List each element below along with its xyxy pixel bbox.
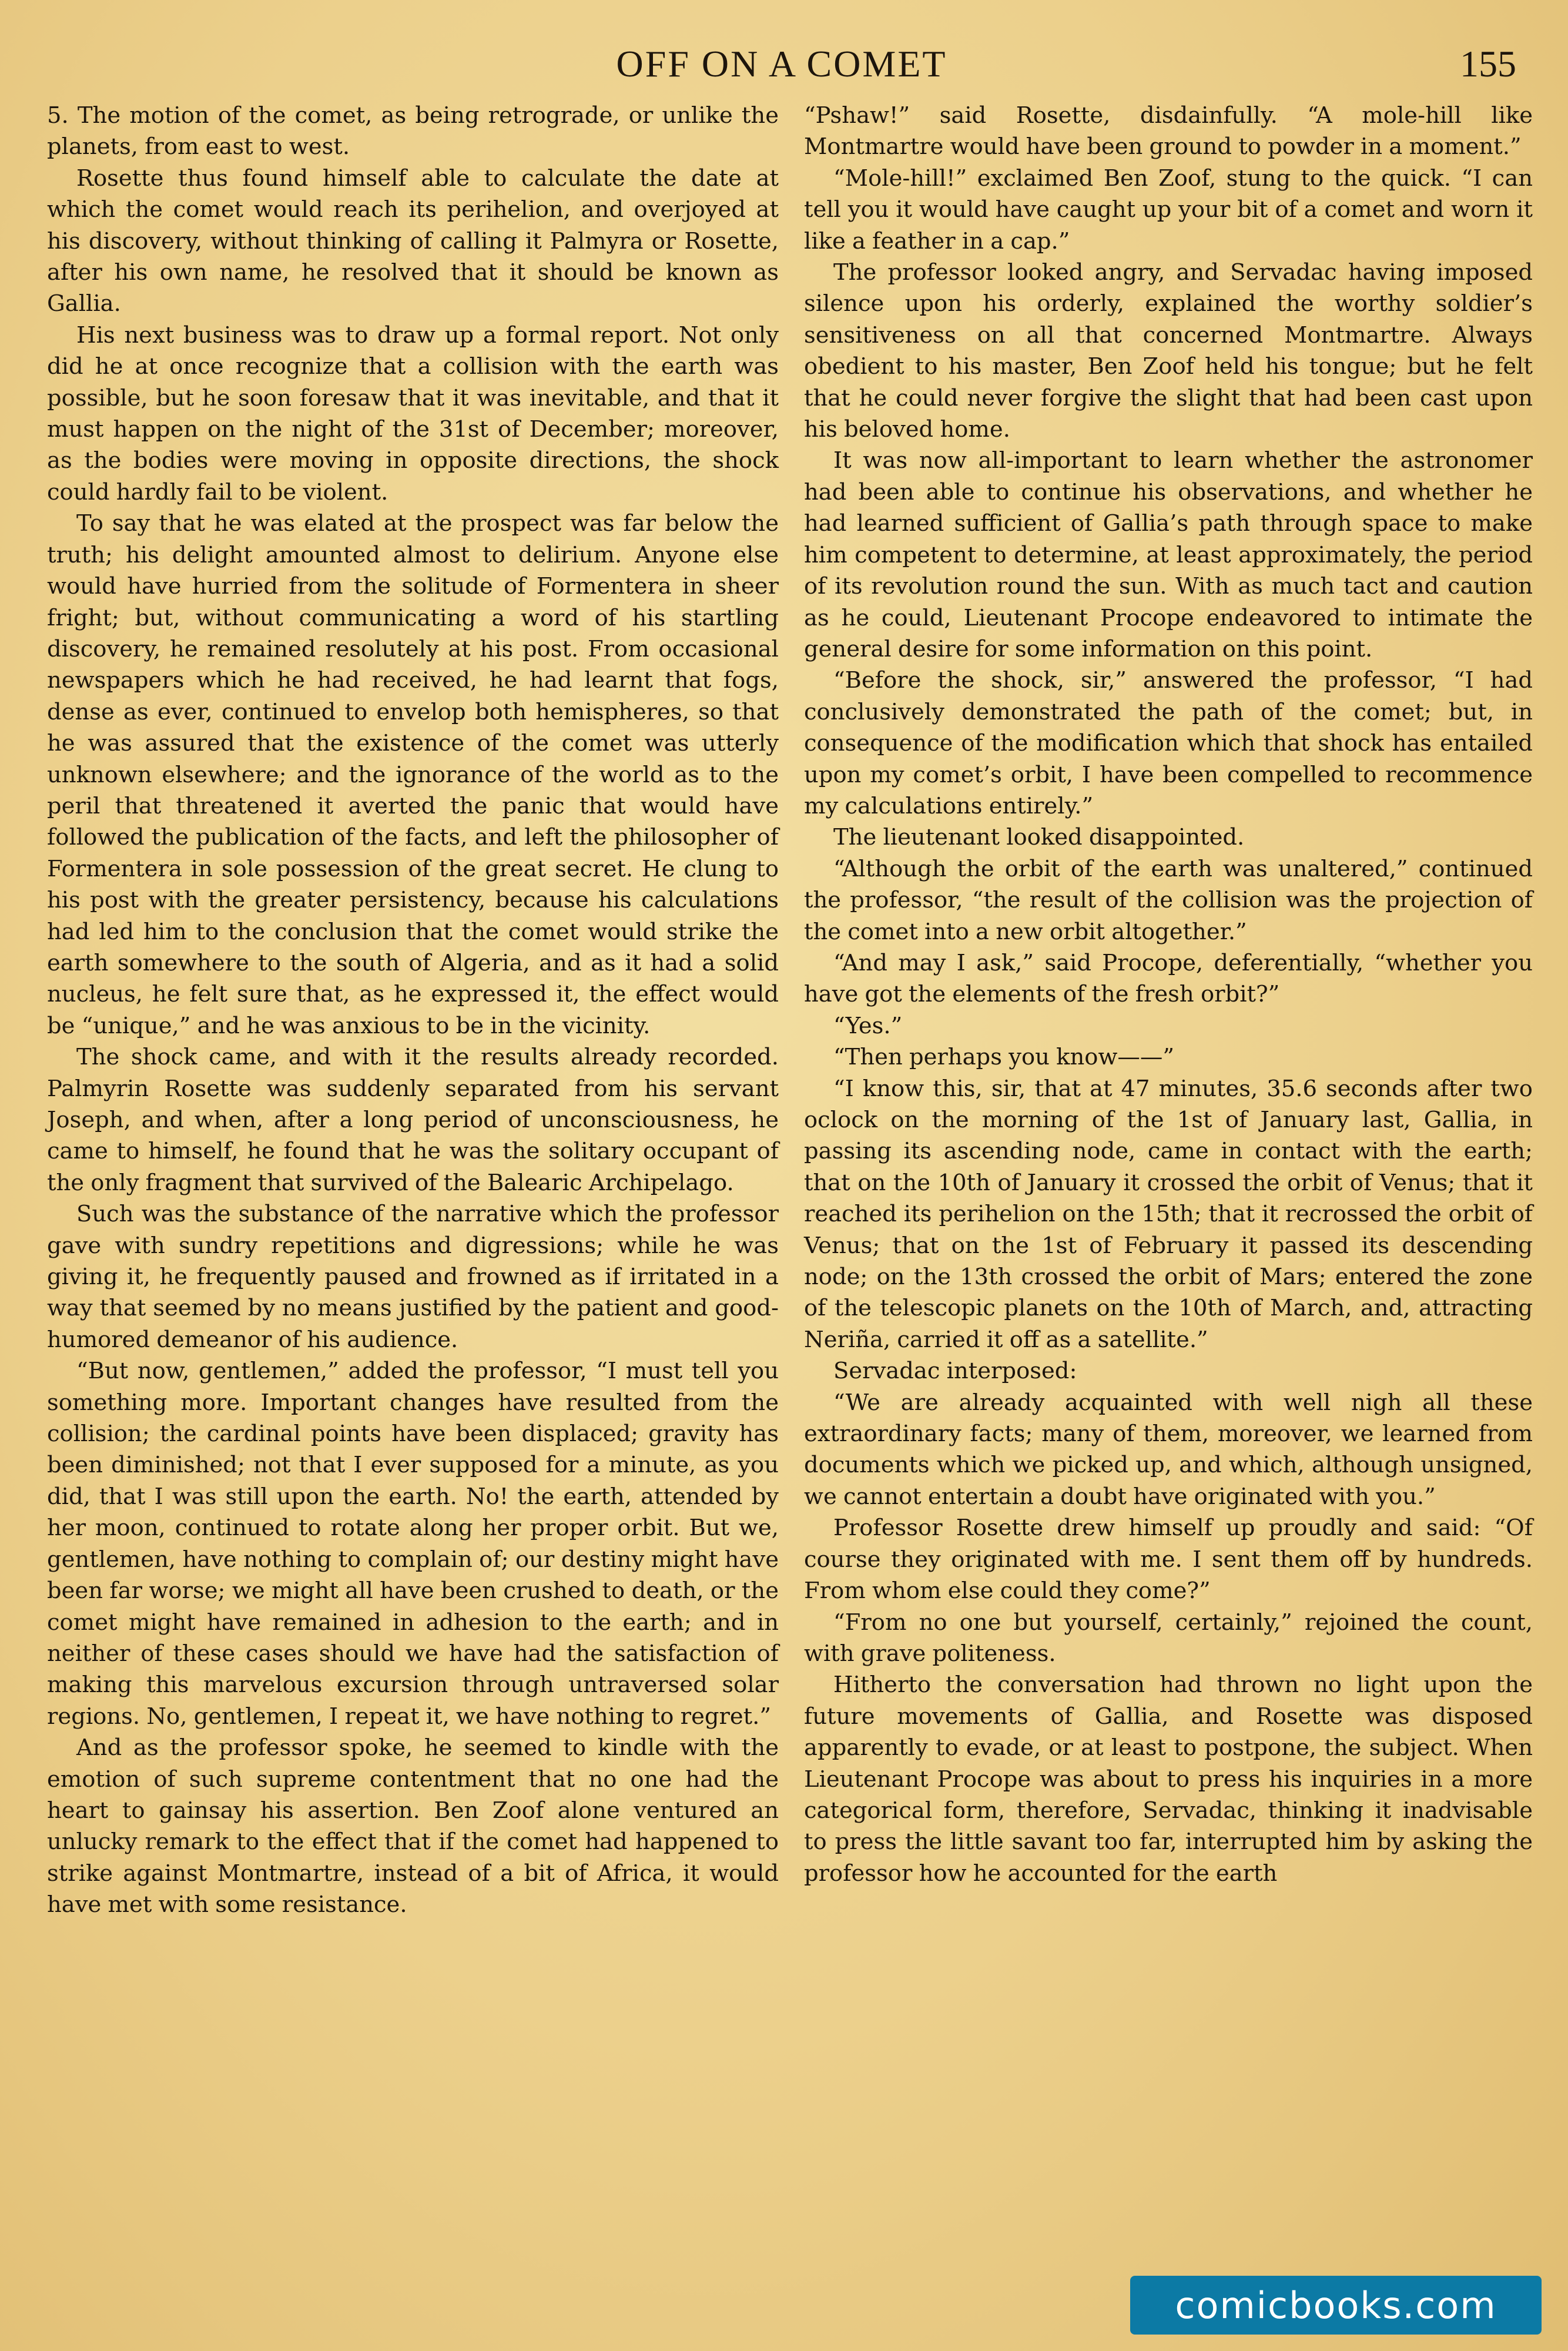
paragraph: “Then perhaps you know——” <box>833 1044 1175 1071</box>
paragraph: “I know this, sir, that at 47 minutes, 35.6 seconds after two oclock on the morning of the 1st of January last, Gallia, in passing its ascending node, came in contact with the earth; that on the 10th of January it crossed the orbit of Venus; that it reached its perihelion on the 15th; that it recrossed the orbit of Venus; that on the 1st of February it passed its descending node; on the 13th crossed the orbit of Mars; entered the zone of the telescopic planets on the 10th of March, and, attracting Neriña, carried it off as a satellite.” <box>804 1075 1533 1353</box>
paragraph: “Mole-hill!” exclaimed Ben Zoof, stung to the quick. “I can tell you it would have caught up your bit of a comet and worn it like a feather in a cap.” <box>804 165 1533 254</box>
paragraph: “Before the shock, sir,” answered the professor, “I had conclusively demonstrated the path of the comet; but, in consequence of the modification which that shock has entailed upon my comet’s orbit, I have been compelled to recommence my calculations entirely.” <box>804 667 1533 819</box>
paragraph: Servadac interposed: <box>833 1358 1077 1385</box>
paragraph: “Yes.” <box>833 1012 903 1039</box>
page-header <box>35 42 1528 95</box>
paragraph: Such was the substance of the narrative which the professor gave with sundry repetitions and digressions; while he was giving it, he frequently paused and frowned as if irritated in a way that seemed by no means justified by the patient and good-humored demeanor of his audience. <box>47 1201 779 1353</box>
paragraph: “Pshaw!” said Rosette, disdainfully. “A mole-hill like Montmartre would have been ground to powder in a moment.” <box>804 102 1533 160</box>
paragraph: The professor looked angry, and Servadac having imposed silence upon his orderly, explained the worthy soldier’s sensitiveness on all that concerned Montmartre. Always obedient to his master, Ben Zoof held his tongue; but he felt that he could never forgive the slight that had been cast upon his beloved home. <box>804 259 1533 443</box>
paragraph: “We are already acquainted with well nigh all these extraordinary facts; many of them, moreover, we learned from documents which we picked up, and which, although unsigned, we cannot entertain a doubt have originated with you.” <box>804 1389 1533 1510</box>
watermark-badge <box>1130 2276 1542 2335</box>
paragraph: 5. The motion of the comet, as being retrograde, or unlike the planets, from east to west. <box>47 102 779 160</box>
paragraph: And as the professor spoke, he seemed to kindle with the emotion of such supreme contentment that no one had the heart to gainsay his assertion. Ben Zoof alone ventured an unlucky remark to the effect that if the comet had happened to strike against Montmartre, instead of a bit of Africa, it would have met with some resistance. <box>47 1734 779 1918</box>
paragraph: The shock came, and with it the results already recorded. Palmyrin Rosette was suddenly separated from his servant Joseph, and when, after a long period of unconsciousness, he came to himself, he found that he was the solitary occupant of the only fragment that survived of the Balearic Archipelago. <box>47 1044 779 1196</box>
paragraph: “But now, gentlemen,” added the professor, “I must tell you something more. Important changes have resulted from the collision; the cardinal points have been displaced; gravity has been diminished; not that I ever supposed for a minute, as you did, that I was still upon the earth. No! the earth, attended by her moon, continued to rotate along her proper orbit. But we, gentlemen, have nothing to complain of; our destiny might have been far worse; we might all have been crushed to death, or the comet might have remained in adhesion to the earth; and in neither of these cases should we have had the satisfaction of making this marvelous excursion through untraversed solar regions. No, gentlemen, I repeat it, we have nothing to regret.” <box>47 1358 779 1730</box>
paragraph: To say that he was elated at the prospect was far below the truth; his delight amounted almost to delirium. Anyone else would have hurried from the solitude of Formentera in sheer fright; but, without communicating a word of his startling discovery, he remained resolutely at his post. From occasional newspapers which he had received, he had learnt that fogs, dense as ever, continued to envelop both hemispheres, so that he was assured that the existence of the comet was utterly unknown elsewhere; and the ignorance of the world as to the peril that threatened it averted the panic that would have followed the publication of the facts, and left the philosopher of Formentera in sole possession of the great secret. He clung to his post with the greater persistency, because his calculations had led him to the conclusion that the comet would strike the earth somewhere to the south of Algeria, and as it had a solid nucleus, he felt sure that, as he expressed it, the effect would be “unique,” and he was anxious to be in the vicinity. <box>47 510 779 1039</box>
paragraph: “From no one but yourself, certainly,” rejoined the count, with grave politeness. <box>804 1609 1533 1667</box>
text-column-left <box>47 100 779 1921</box>
paragraph: His next business was to draw up a formal report. Not only did he at once recognize that a collision with the earth was possible, but he soon foresaw that it was inevitable, and that it must happen on the night of the 31st of December; moreover, as the bodies were moving in opposite directions, the shock could hardly fail to be violent. <box>47 321 779 505</box>
page-number: 155 <box>1460 43 1516 85</box>
watermark-text: comicbooks.com <box>1175 2283 1497 2327</box>
paragraph: Professor Rosette drew himself up proudly and said: “Of course they originated with me. I sent them off by hundreds. From whom else could they come?” <box>804 1515 1533 1605</box>
paragraph: Rosette thus found himself able to calculate the date at which the comet would reach its perihelion, and overjoyed at his discovery, without thinking of calling it Palmyra or Rosette, after his own name, he resolved that it should be known as Gallia. <box>47 165 779 317</box>
paragraph: The lieutenant looked disappointed. <box>833 824 1245 851</box>
paragraph: Hitherto the conversation had thrown no light upon the future movements of Gallia, and Rosette was disposed apparently to evade, or at least to postpone, the subject. When Lieutenant Procope was about to press his inquiries in a more categorical form, therefore, Servadac, thinking it inadvisable to press the little savant too far, interrupted him by asking the professor how he accounted for the earth <box>804 1672 1533 1887</box>
paragraph: It was now all-important to learn whether the astronomer had been able to continue his observations, and whether he had learned sufficient of Gallia’s path through space to make him competent to determine, at least approximately, the period of its revolution round the sun. With as much tact and caution as he could, Lieutenant Procope endeavored to intimate the general desire for some information on this point. <box>804 447 1533 662</box>
running-title: OFF ON A COMET <box>616 43 947 85</box>
paragraph: “Although the orbit of the earth was unaltered,” continued the professor, “the result of the collision was the projection of the comet into a new orbit altogether.” <box>804 855 1533 945</box>
text-column-right <box>804 100 1533 1889</box>
paragraph: “And may I ask,” said Procope, deferentially, “whether you have got the elements of the fresh orbit?” <box>804 949 1533 1008</box>
